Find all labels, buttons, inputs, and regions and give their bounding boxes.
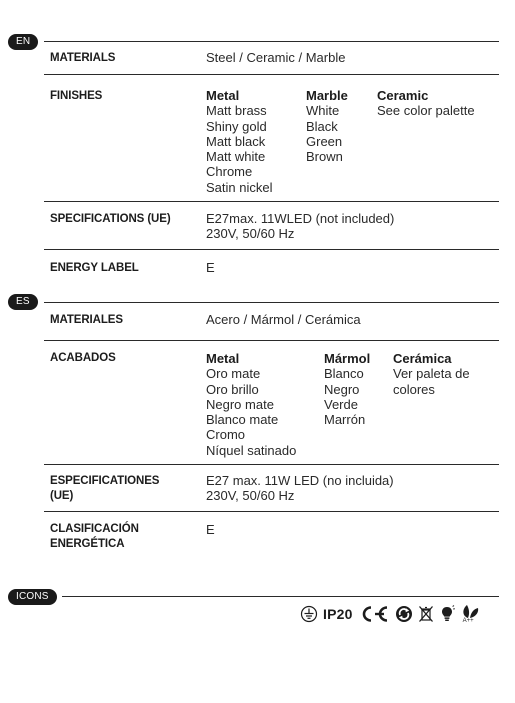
leaf-icon <box>460 603 480 625</box>
ip20-text: IP20 <box>323 606 353 622</box>
specs-line: 230V, 50/60 Hz <box>206 226 295 242</box>
divider <box>44 464 499 465</box>
lang-tag-en: EN <box>8 34 38 50</box>
especificaciones-value <box>206 473 394 504</box>
list-item: Blanco mate <box>206 412 279 428</box>
label-line: ESPECIFICATIONES <box>50 475 160 487</box>
acabados-label: ACABADOS <box>50 352 116 364</box>
list-item: See color palette <box>377 103 475 119</box>
label-line: CLASIFICACIÓN <box>50 523 139 535</box>
list-item: Shiny gold <box>206 118 267 134</box>
specs-value <box>206 211 394 242</box>
divider <box>44 249 499 250</box>
column-head: Metal <box>206 351 240 366</box>
finishes-metal-column <box>206 88 272 195</box>
column-head: Ceramic <box>377 88 429 103</box>
divider <box>44 302 499 303</box>
materiales-label: MATERIALES <box>50 314 123 326</box>
bulb-icon <box>439 605 455 623</box>
list-item: colores <box>393 381 435 397</box>
clasificacion-label <box>50 522 200 552</box>
list-item: Verde <box>324 396 358 412</box>
ground-icon <box>300 605 318 623</box>
column-head: Metal <box>206 88 240 103</box>
lang-tag-es: ES <box>8 294 38 310</box>
divider <box>62 596 499 597</box>
acabados-marmol-column <box>324 351 370 427</box>
label-line: ENERGÉTICA <box>50 538 125 550</box>
specs-line: E27 max. 11W LED (no incluida) <box>206 473 394 488</box>
list-item: Chrome <box>206 164 253 180</box>
divider <box>44 74 499 75</box>
list-item: Blanco <box>324 366 364 382</box>
specs-line: 230V, 50/60 Hz <box>206 488 295 504</box>
finishes-ceramic-column <box>377 88 475 119</box>
list-item: Oro brillo <box>206 381 259 397</box>
column-head: Cerámica <box>393 351 452 366</box>
divider <box>44 41 499 42</box>
list-item: Negro <box>324 381 360 397</box>
list-item: Matt white <box>206 149 266 165</box>
specs-line: E27max. 11WLED (not included) <box>206 211 395 226</box>
materials-label: MATERIALS <box>50 52 116 64</box>
ce-mark-icon <box>358 605 390 623</box>
column-head: Marble <box>306 88 348 103</box>
acabados-ceramica-column <box>393 351 470 397</box>
divider <box>44 511 499 512</box>
list-item: Cromo <box>206 427 246 443</box>
divider <box>44 201 499 202</box>
list-item: Satin nickel <box>206 179 273 195</box>
column-head: Mármol <box>324 351 371 366</box>
list-item: Brown <box>306 149 343 165</box>
list-item: Green <box>306 133 343 149</box>
finishes-label: FINISHES <box>50 90 103 102</box>
specs-label: SPECIFICATIONS (UE) <box>50 213 171 225</box>
energy-value: E <box>206 260 215 275</box>
list-item: Black <box>306 118 338 134</box>
weee-bin-icon <box>418 605 434 623</box>
materiales-value: Acero / Mármol / Cerámica <box>206 312 361 327</box>
lang-tag-icons: ICONS <box>8 589 57 605</box>
list-item: Matt black <box>206 133 266 149</box>
recycle-icon <box>395 605 413 623</box>
list-item: Negro mate <box>206 396 274 412</box>
especificaciones-label <box>50 474 200 504</box>
list-item: Ver paleta de <box>393 366 470 382</box>
divider <box>44 340 499 341</box>
clasificacion-value: E <box>206 522 215 537</box>
acabados-metal-column <box>206 351 296 458</box>
list-item: Marrón <box>324 412 366 428</box>
list-item: Níquel satinado <box>206 442 297 458</box>
materials-value: Steel / Ceramic / Marble <box>206 50 346 65</box>
list-item: Oro mate <box>206 366 261 382</box>
list-item: White <box>306 103 340 119</box>
energy-label: ENERGY LABEL <box>50 262 139 274</box>
list-item: Matt brass <box>206 103 267 119</box>
certification-icons <box>300 603 480 625</box>
label-line: (UE) <box>50 490 74 502</box>
energy-class-label: A++ <box>462 618 474 624</box>
finishes-marble-column <box>306 88 348 164</box>
